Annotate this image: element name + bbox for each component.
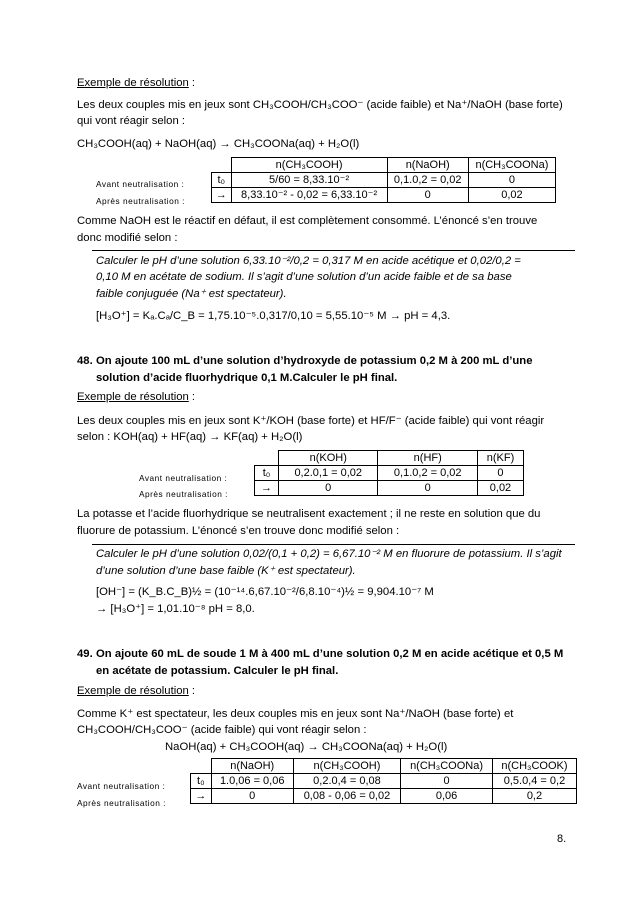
calculation-line: → [H₃O⁺] = 1,01.10⁻⁸ pH = 8,0. xyxy=(96,603,255,615)
calculation-line: [H₃O⁺] = Kₐ.Cₐ/C_B = 1,75.10⁻⁵.0,317/0,10 = 5,55.10⁻⁵ M → pH = 4,3. xyxy=(96,310,451,322)
paragraph-line: donc modifié selon : xyxy=(77,232,178,244)
time-cell: → xyxy=(191,789,212,804)
neutralisation-table xyxy=(211,157,556,203)
intro-line: CH₃COOH/CH₃COO⁻ (acide faible) qui vont réagir selon : xyxy=(77,724,367,736)
italic-line: 0,10 M en acétate de sodium. Il s’agit d’une solution d’un acide faible et de sa base xyxy=(96,271,512,283)
table-cell: 0,5.0,4 = 0,2 xyxy=(492,774,576,789)
exemple-heading: Exemple de résolution : xyxy=(77,77,196,89)
page-number: 8. xyxy=(557,833,567,845)
table-cell: 0,2.0,4 = 0,08 xyxy=(293,774,400,789)
exemple-heading: Exemple de résolution : xyxy=(77,685,196,697)
table-cell: 0 xyxy=(401,774,493,789)
reaction-equation: NaOH(aq) + CH₃COOH(aq) → CH₃COONa(aq) + H₂O(l) xyxy=(165,741,448,753)
reaction-equation: CH₃COOH(aq) + NaOH(aq) → CH₃COONa(aq) + H₂O(l) xyxy=(77,138,360,150)
table-cell: 0 xyxy=(211,789,293,804)
exercise-title: solution d’acide fluorhydrique 0,1 M.Calculer le pH final. xyxy=(96,372,398,384)
time-cell: → xyxy=(212,188,232,203)
table-cell: 0,2.0,1 = 0,02 xyxy=(279,466,378,481)
table-cell: 0,06 xyxy=(401,789,493,804)
row-label-after: Après neutralisation : xyxy=(139,489,228,499)
exercise-number: 49. xyxy=(77,648,93,660)
table-header: n(CH₃COONa) xyxy=(401,759,493,774)
table-header: n(CH₃COOH) xyxy=(293,759,400,774)
table-cell: 0 xyxy=(468,173,555,188)
time-cell: t₀ xyxy=(191,774,212,789)
table-cell: 0 xyxy=(279,481,378,496)
table-cell: 1.0,06 = 0,06 xyxy=(211,774,293,789)
intro-line: Les deux couples mis en jeux sont CH₃COOH/CH₃COO⁻ (acide faible) et Na⁺/NaOH (base forte) xyxy=(77,99,563,111)
intro-line: qui vont réagir selon : xyxy=(77,115,186,127)
table-cell: 0,1.0,2 = 0,02 xyxy=(378,466,477,481)
row-label-after: Après neutralisation : xyxy=(96,196,185,206)
table-cell: 0,1.0,2 = 0,02 xyxy=(387,173,468,188)
italic-line: Calculer le pH d’une solution 0,02/(0,1 + 0,2) = 6,67.10⁻² M en fluorure de potassium. Il s’agit xyxy=(96,548,562,560)
table-header: n(NaOH) xyxy=(211,759,293,774)
table-header: n(HF) xyxy=(378,451,477,466)
exercise-title: On ajoute 100 mL d’une solution d’hydroxyde de potassium 0,2 M à 200 mL d’une xyxy=(96,355,533,367)
table-cell: 0 xyxy=(387,188,468,203)
exercise-title: On ajoute 60 mL de soude 1 M à 400 mL d’une solution 0,2 M en acide acétique et 0,5 M xyxy=(96,648,564,660)
paragraph-line: fluorure de potassium. L’énoncé s’en trouve donc modifié selon : xyxy=(77,525,400,537)
table-header: n(CH₃COOH) xyxy=(231,158,387,173)
table-header: n(CH₃COOK) xyxy=(492,759,576,774)
exemple-heading: Exemple de résolution : xyxy=(77,391,196,403)
time-cell: t₀ xyxy=(255,466,279,481)
table-cell: 0,08 - 0,06 = 0,02 xyxy=(293,789,400,804)
intro-line: Comme K⁺ est spectateur, les deux couples mis en jeux sont Na⁺/NaOH (base forte) et xyxy=(77,708,514,720)
table-cell: 0,02 xyxy=(468,188,555,203)
row-label-before: Avant neutralisation : xyxy=(77,781,166,791)
divider xyxy=(92,250,575,251)
italic-line: d’une solution d’une base faible (K⁺ est spectateur). xyxy=(96,565,356,577)
intro-line: Les deux couples mis en jeux sont K⁺/KOH (base forte) et HF/F⁻ (acide faible) qui vont réagir xyxy=(77,415,545,427)
paragraph-line: La potasse et l’acide fluorhydrique se neutralisent exactement ; il ne reste en solution que du xyxy=(77,508,541,520)
reaction-equation: selon : KOH(aq) + HF(aq) → KF(aq) + H₂O(l) xyxy=(77,431,303,443)
calculation-line: [OH⁻] = (K_B.C_B)½ = (10⁻¹⁴.6,67.10⁻²/6,8.10⁻⁴)½ = 9,904.10⁻⁷ M xyxy=(96,586,434,598)
row-label-after: Après neutralisation : xyxy=(77,798,166,808)
row-label-before: Avant neutralisation : xyxy=(96,179,185,189)
table-cell: 0 xyxy=(477,466,523,481)
italic-line: faible conjuguée (Na⁺ est spectateur). xyxy=(96,288,287,300)
paragraph-line: Comme NaOH est le réactif en défaut, il est complètement consommé. L’énoncé s’en trouve xyxy=(77,215,538,227)
neutralisation-table xyxy=(254,450,524,496)
table-header: n(KF) xyxy=(477,451,523,466)
time-cell: → xyxy=(255,481,279,496)
exercise-number: 48. xyxy=(77,355,93,367)
neutralisation-table xyxy=(190,758,577,804)
table-header: n(CH₃COONa) xyxy=(468,158,555,173)
divider xyxy=(92,544,575,545)
italic-line: Calculer le pH d’une solution 6,33.10⁻²/0,2 = 0,317 M en acide acétique et 0,02/0,2 = xyxy=(96,255,521,267)
table-cell: 0 xyxy=(378,481,477,496)
table-cell: 0,2 xyxy=(492,789,576,804)
table-cell: 8,33.10⁻² - 0,02 = 6,33.10⁻² xyxy=(231,188,387,203)
exercise-title: en acétate de potassium. Calculer le pH final. xyxy=(96,665,339,677)
table-header: n(NaOH) xyxy=(387,158,468,173)
table-cell: 0,02 xyxy=(477,481,523,496)
table-cell: 5/60 = 8,33.10⁻² xyxy=(231,173,387,188)
table-header: n(KOH) xyxy=(279,451,378,466)
row-label-before: Avant neutralisation : xyxy=(139,473,228,483)
time-cell: t₀ xyxy=(212,173,232,188)
